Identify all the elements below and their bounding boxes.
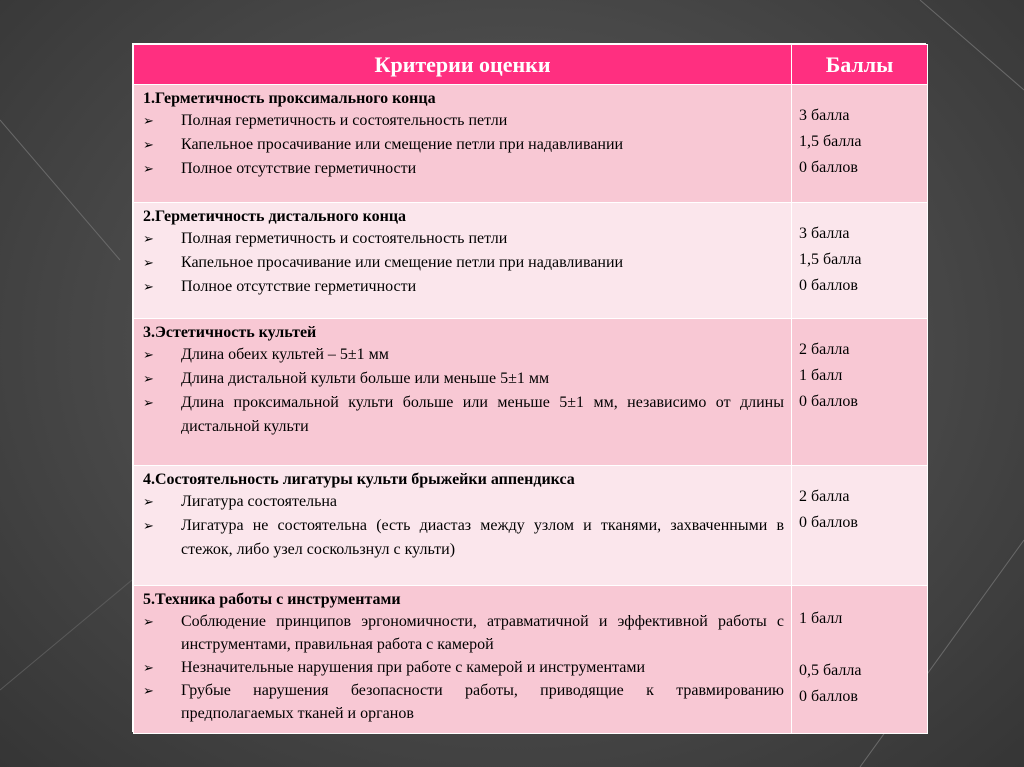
criteria-cell — [134, 586, 792, 734]
table-header-row — [134, 45, 928, 85]
criteria-item: Капельное просачивание или смещение петли при надавливании — [181, 254, 624, 271]
score-cell — [792, 319, 928, 466]
table-row — [134, 319, 928, 466]
score-value: 1,5 балла — [799, 133, 862, 150]
score-value: 3 балла — [799, 225, 850, 242]
table-row — [134, 466, 928, 586]
criteria-item: Соблюдение принципов эргономичности, атравматичной и эффективной работы с инструментами, правильная работа с камерой — [181, 613, 784, 653]
header-criteria: Критерии оценки — [134, 45, 792, 85]
arrow-bullet-icon: ➢ — [143, 255, 154, 270]
criteria-title: 4.Состоятельность лигатуры культи брыжейки аппендикса — [143, 471, 575, 488]
criteria-item: Капельное просачивание или смещение петли при надавливании — [181, 136, 624, 153]
criteria-item: Незначительные нарушения при работе с камерой и инструментами — [181, 659, 646, 676]
score-value: 0 баллов — [799, 514, 858, 531]
score-value: 1,5 балла — [799, 251, 862, 268]
score-value: 0,5 балла — [799, 662, 862, 679]
arrow-bullet-icon: ➢ — [143, 279, 154, 294]
arrow-bullet-icon: ➢ — [143, 347, 154, 362]
criteria-title: 5.Техника работы с инструментами — [143, 591, 401, 608]
criteria-item: Полная герметичность и состоятельность петли — [181, 230, 508, 247]
arrow-bullet-icon: ➢ — [143, 113, 154, 128]
arrow-bullet-icon: ➢ — [143, 494, 154, 509]
criteria-title: 1.Герметичность проксимального конца — [143, 90, 436, 107]
arrow-bullet-icon: ➢ — [143, 614, 154, 629]
score-value: 0 баллов — [799, 688, 858, 705]
arrow-bullet-icon: ➢ — [143, 660, 154, 675]
table-row — [134, 85, 928, 203]
criteria-item: Лигатура состоятельна — [181, 493, 338, 510]
criteria-title: 2.Герметичность дистального конца — [143, 208, 407, 225]
arrow-bullet-icon: ➢ — [143, 371, 154, 386]
arrow-bullet-icon: ➢ — [143, 683, 154, 698]
table-row — [134, 203, 928, 319]
header-score: Баллы — [792, 45, 928, 85]
criteria-item: Полная герметичность и состоятельность петли — [181, 112, 508, 129]
score-value: 3 балла — [799, 107, 850, 124]
criteria-cell — [134, 319, 792, 466]
criteria-item: Длина обеих культей – 5±1 мм — [181, 346, 389, 363]
criteria-cell — [134, 203, 792, 319]
criteria-cell — [134, 466, 792, 586]
table-row — [134, 586, 928, 734]
criteria-item: Длина проксимальной культи больше или меньше 5±1 мм, независимо от длины дистальной культи — [181, 394, 784, 435]
score-value: 0 баллов — [799, 277, 858, 294]
score-value: 1 балл — [799, 610, 843, 627]
criteria-item: Полное отсутствие герметичности — [181, 160, 417, 177]
arrow-bullet-icon: ➢ — [143, 231, 154, 246]
criteria-title: 3.Эстетичность культей — [143, 324, 317, 341]
score-cell — [792, 586, 928, 734]
criteria-item: Длина дистальной культи больше или меньше 5±1 мм — [181, 370, 550, 387]
arrow-bullet-icon: ➢ — [143, 518, 154, 533]
criteria-item: Полное отсутствие герметичности — [181, 278, 417, 295]
criteria-cell — [134, 85, 792, 203]
score-cell — [792, 85, 928, 203]
arrow-bullet-icon: ➢ — [143, 137, 154, 152]
arrow-bullet-icon: ➢ — [143, 161, 154, 176]
score-value: 0 баллов — [799, 393, 858, 410]
score-cell — [792, 203, 928, 319]
criteria-item: Грубые нарушения безопасности работы, приводящие к травмированию предполагаемых тканей и органов — [181, 682, 784, 722]
score-value: 1 балл — [799, 367, 843, 384]
criteria-table — [132, 43, 926, 732]
score-value — [799, 632, 920, 658]
arrow-bullet-icon: ➢ — [143, 395, 154, 410]
score-cell — [792, 466, 928, 586]
score-value: 2 балла — [799, 488, 850, 505]
criteria-item: Лигатура не состоятельна (есть диастаз между узлом и тканями, захваченными в стежок, либо узел соскользнул с культи) — [181, 517, 784, 558]
score-value: 0 баллов — [799, 159, 858, 176]
score-value: 2 балла — [799, 341, 850, 358]
